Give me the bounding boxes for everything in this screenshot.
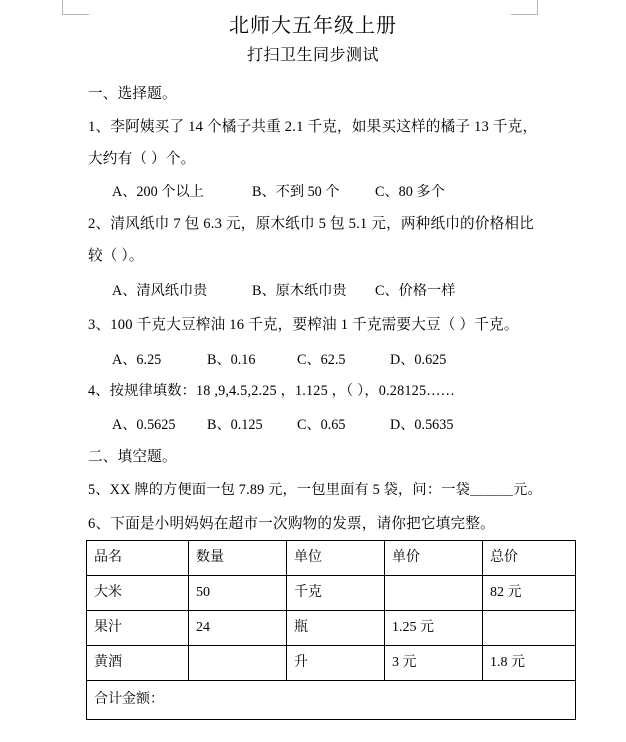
question-3-option-b[interactable]: B、0.16: [207, 352, 256, 368]
table-cell-quantity[interactable]: 50: [189, 576, 287, 611]
table-cell-product: 黄酒: [87, 646, 189, 681]
table-cell-unit-price[interactable]: [385, 576, 483, 611]
question-3-option-d[interactable]: D、0.625: [390, 352, 447, 368]
question-4-option-b[interactable]: B、0.125: [207, 417, 263, 433]
invoice-table: [86, 540, 576, 720]
question-5-line-1: 5、XX 牌的方便面一包 7.89 元，一包里面有 5 袋，问：一袋＿＿＿元。: [88, 482, 542, 498]
question-1-line-2: 大约有（ ）个。: [88, 151, 196, 167]
document-title: 北师大五年级上册: [229, 15, 397, 37]
table-row: [87, 576, 576, 611]
question-4-options: [112, 415, 453, 435]
question-6-line-1: 6、下面是小明妈妈在超市一次购物的发票，请你把它填完整。: [88, 516, 495, 532]
table-header-cell-product: 品名: [87, 541, 189, 576]
question-1-line-1: 1、李阿姨买了 14 个橘子共重 2.1 千克，如果买这样的橘子 13 千克，: [88, 119, 538, 135]
table-total-row: [87, 681, 576, 720]
table-cell-unit: 千克: [287, 576, 385, 611]
table-cell-total-price[interactable]: 1.8 元: [483, 646, 576, 681]
question-3-line-1: 3、100 千克大豆榨油 16 千克，要榨油 1 千克需要大豆（ ）千克。: [88, 317, 519, 333]
question-2-option-b[interactable]: B、原木纸巾贵: [252, 283, 347, 299]
question-4-option-d[interactable]: D、0.5635: [390, 417, 454, 433]
document-subtitle: 打扫卫生同步测试: [246, 47, 379, 64]
question-1-option-b[interactable]: B、不到 50 个: [252, 184, 340, 200]
table-cell-unit: 升: [287, 646, 385, 681]
table-row: [87, 646, 576, 681]
table-cell-total-price[interactable]: [483, 611, 576, 646]
table-row: [87, 611, 576, 646]
table-header-cell-unit-price: 单价: [385, 541, 483, 576]
question-2-line-1: 2、清风纸巾 7 包 6.3 元，原木纸巾 5 包 5.1 元，两种纸巾的价格相比: [88, 216, 535, 232]
question-4-option-c[interactable]: C、0.65: [297, 417, 346, 433]
question-2-line-2: 较（ ）。: [88, 248, 144, 264]
table-header-cell-total-price: 总价: [483, 541, 576, 576]
table-header-row: [87, 541, 576, 576]
section-heading-2: 二、填空题。: [88, 449, 177, 465]
table-cell-unit-price[interactable]: 1.25 元: [385, 611, 483, 646]
question-1-option-c[interactable]: C、80 多个: [375, 184, 445, 200]
table-cell-product: 大米: [87, 576, 189, 611]
question-2-option-c[interactable]: C、价格一样: [375, 283, 456, 299]
table-cell-quantity[interactable]: [189, 646, 287, 681]
question-2-option-a[interactable]: A、清风纸巾贵: [112, 283, 208, 299]
question-3-options: [112, 350, 446, 370]
table-cell-product: 果汁: [87, 611, 189, 646]
question-4-option-a[interactable]: A、0.5625: [112, 417, 176, 433]
question-3-option-c[interactable]: C、62.5: [297, 352, 346, 368]
table-cell-unit-price[interactable]: 3 元: [385, 646, 483, 681]
question-1-option-a[interactable]: A、200 个以上: [112, 184, 204, 200]
question-2-options: [112, 281, 455, 301]
table-cell-quantity[interactable]: 24: [189, 611, 287, 646]
question-1-options: [112, 182, 445, 202]
table-cell-total-price[interactable]: 82 元: [483, 576, 576, 611]
question-4-line-1: 4、按规律填数：18 ,9,4.5,2.25 ，1.125 ，（ ），0.28125……: [88, 383, 456, 399]
section-heading-1: 一、选择题。: [88, 86, 177, 102]
table-cell-total-amount[interactable]: 合计金额：: [87, 681, 576, 720]
table-header-cell-unit: 单位: [287, 541, 385, 576]
question-3-option-a[interactable]: A、6.25: [112, 352, 162, 368]
table-cell-unit: 瓶: [287, 611, 385, 646]
table-header-cell-quantity: 数量: [189, 541, 287, 576]
